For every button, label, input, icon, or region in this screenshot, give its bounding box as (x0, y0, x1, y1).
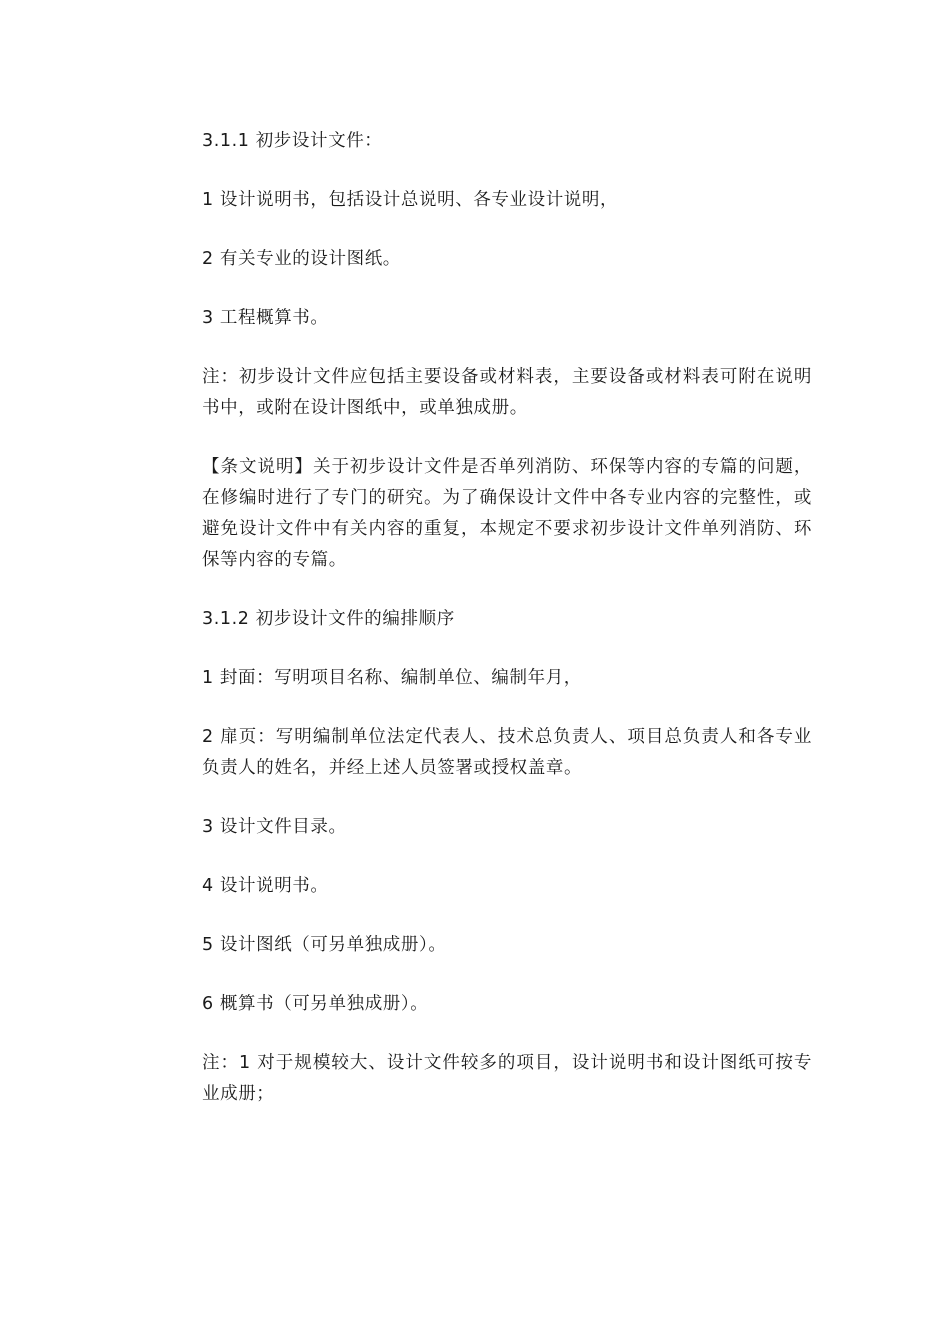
section-heading-3-1-2: 3.1.2 初步设计文件的编排顺序 (202, 609, 455, 629)
note-paragraph: 注：初步设计文件应包括主要设备或材料表，主要设备或材料表可附在说明书中，或附在设计图纸中，或单独成册。 (202, 367, 812, 418)
order-item-3: 3 设计文件目录。 (202, 817, 347, 837)
section-heading-3-1-1: 3.1.1 初步设计文件： (202, 131, 383, 151)
document-page (202, 126, 812, 1110)
note-paragraph-2: 注：1 对于规模较大、设计文件较多的项目，设计说明书和设计图纸可按专业成册； (202, 1053, 812, 1104)
list-item-2: 2 有关专业的设计图纸。 (202, 249, 401, 269)
order-item-5: 5 设计图纸（可另单独成册）。 (202, 935, 447, 955)
order-item-2: 2 扉页：写明编制单位法定代表人、技术总负责人、项目总负责人和各专业负责人的姓名，并经上述人员签署或授权盖章。 (202, 727, 812, 778)
list-item-1: 1 设计说明书，包括设计总说明、各专业设计说明， (202, 190, 619, 210)
order-item-6: 6 概算书（可另单独成册）。 (202, 994, 429, 1014)
order-item-1: 1 封面：写明项目名称、编制单位、编制年月， (202, 668, 582, 688)
list-item-3: 3 工程概算书。 (202, 308, 329, 328)
clause-explanation: 【条文说明】关于初步设计文件是否单列消防、环保等内容的专篇的问题，在修编时进行了专门的研究。为了确保设计文件中各专业内容的完整性，或避免设计文件中有关内容的重复，本规定不要求初步设计文件单列消防、环保等内容的专篇。 (202, 457, 812, 570)
order-item-4: 4 设计说明书。 (202, 876, 329, 896)
